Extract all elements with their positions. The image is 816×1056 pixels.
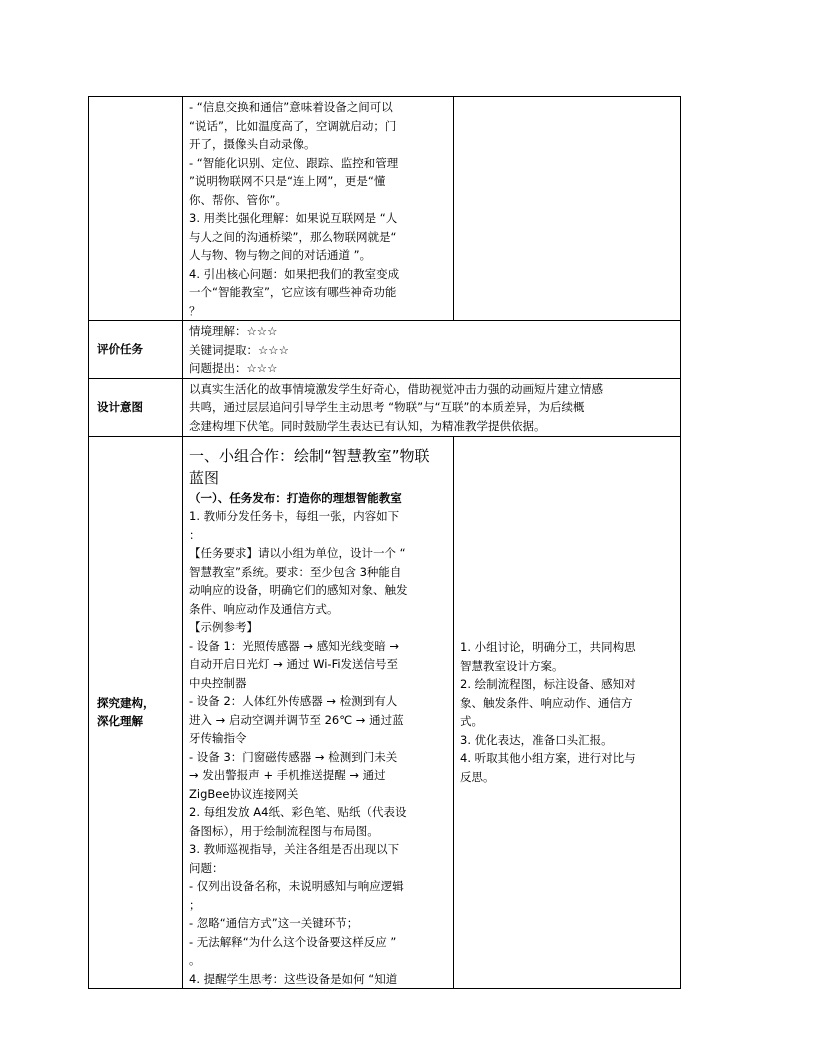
text-line: 共鸣，通过层层追问引导学生主动思考 “物联”与“互联”的本质差异，为后续概	[189, 400, 585, 414]
table-row	[89, 436, 681, 989]
text-line: 3. 优化表达，准备口头汇报。	[460, 732, 613, 747]
table-row	[89, 321, 681, 379]
row-label	[89, 436, 183, 989]
text-line: ；	[189, 897, 201, 912]
table-row	[89, 97, 681, 321]
text-line: 式。	[460, 714, 483, 729]
table-row	[89, 378, 681, 436]
text-line: 开了，摄像头自动录像。	[189, 137, 316, 151]
row-label: 评价任务	[89, 321, 183, 379]
text-line: 情境理解：☆☆☆	[189, 324, 278, 338]
teacher-activity-cell	[183, 436, 454, 989]
lesson-plan-table	[88, 96, 681, 989]
row-label-cell	[89, 97, 183, 321]
text-line: 。	[189, 953, 201, 967]
text-line: 与人之间的沟通桥梁”，那么物联网就是“	[189, 229, 397, 244]
section-heading: 一、小组合作：绘制“智慧教室”物联	[189, 446, 430, 465]
text-line: - 设备 3：门窗磁传感器 → 检测到门未关	[189, 749, 398, 764]
text-line: - 设备 1：光照传感器 → 感知光线变暗 →	[189, 638, 400, 653]
text-line: 【示例参考】	[189, 620, 258, 634]
text-line: 进入 → 启动空调并调节至 26℃ → 通过蓝	[189, 712, 404, 727]
text-line: - 忽略“通信方式”这一关键环节；	[189, 916, 359, 930]
section-heading: 蓝图	[189, 468, 220, 487]
design-intent-cell	[183, 378, 681, 436]
text-line: 反思。	[460, 769, 495, 784]
text-line: 象、触发条件、响应动作、通信方	[460, 695, 633, 710]
text-line: 4. 引出核心问题：如果把我们的教室变成	[189, 266, 400, 281]
text-line: ”说明物联网不只是“连上网”，更是“懂	[189, 174, 386, 188]
text-line: - “智能化识别、定位、跟踪、监控和管理	[189, 155, 399, 170]
text-line: - 无法解释“为什么这个设备要这样反应 ”	[189, 934, 397, 949]
text-line: 3. 用类比强化理解：如果说互联网是 “人	[189, 211, 398, 225]
text-line: - “信息交换和通信”意味着设备之间可以	[189, 100, 393, 114]
text-line: 智慧教室设计方案。	[460, 658, 564, 673]
text-line: 问题：	[189, 860, 224, 875]
text-line: 关键词提取：☆☆☆	[189, 342, 289, 357]
text-line: - 仅列出设备名称，未说明感知与响应逻辑	[189, 879, 404, 893]
sub-heading: （一）、任务发布：打造你的理想智能教室	[189, 490, 402, 505]
text-line: 人与物、物与物之间的对话通道 ”。	[189, 248, 372, 262]
evaluation-cell	[183, 321, 681, 379]
text-line: 念建构埋下伏笔。同时鼓励学生表达已有认知，为精准教学提供依据。	[189, 418, 546, 433]
text-line: 4. 提醒学生思考：这些设备是如何 “知道	[189, 971, 398, 986]
text-line: 1. 小组讨论，明确分工，共同构思	[460, 640, 636, 655]
text-line: 4. 听取其他小组方案，进行对比与	[460, 751, 636, 766]
text-line: ：	[189, 527, 201, 542]
text-line: 动响应的设备，明确它们的感知对象、触发	[189, 583, 408, 597]
text-line: “说话”，比如温度高了，空调就启动；门	[189, 118, 397, 133]
teacher-activity-cell	[183, 97, 454, 321]
text-line: 1. 教师分发任务卡，每组一张，内容如下	[189, 509, 400, 523]
text-line: 问题提出：☆☆☆	[189, 361, 278, 375]
text-line: 你、帮你、管你”。	[189, 192, 287, 207]
student-activity-cell	[454, 97, 681, 321]
text-line: 备图标），用于绘制流程图与布局图。	[189, 823, 379, 838]
text-line: 自动开启日光灯 → 通过 Wi-Fi发送信号至	[189, 657, 399, 671]
text-line: 3. 教师巡视指导，关注各组是否出现以下	[189, 842, 400, 856]
text-line: → 发出警报声 + 手机推送提醒 → 通过	[189, 768, 386, 782]
text-line: 2. 每组发放 A4纸、彩色笔、贴纸（代表设	[189, 805, 407, 819]
row-label-line: 探究建构，	[97, 696, 155, 711]
text-line: 智慧教室”系统。要求：至少包含 3种能自	[189, 564, 402, 579]
text-line: 2. 绘制流程图，标注设备、感知对	[460, 677, 636, 692]
text-line: 一个“智能教室”，它应该有哪些神奇功能	[189, 285, 397, 299]
text-line: - 设备 2：人体红外传感器 → 检测到有人	[189, 694, 398, 708]
text-line: 以真实生活化的故事情境激发学生好奇心，借助视觉冲击力强的动画短片建立情感	[189, 381, 603, 396]
text-line: 条件、响应动作及通信方式。	[189, 601, 339, 616]
row-label: 设计意图	[89, 378, 183, 436]
text-line: ？	[189, 303, 201, 318]
text-line: 【任务要求】请以小组为单位，设计一个 “	[189, 546, 406, 560]
student-activity-cell	[454, 436, 681, 989]
text-line: 牙传输指令	[189, 731, 247, 745]
text-line: ZigBee协议连接网关	[189, 786, 299, 801]
text-line: 中央控制器	[189, 675, 247, 690]
row-label-line: 深化理解	[97, 714, 143, 729]
